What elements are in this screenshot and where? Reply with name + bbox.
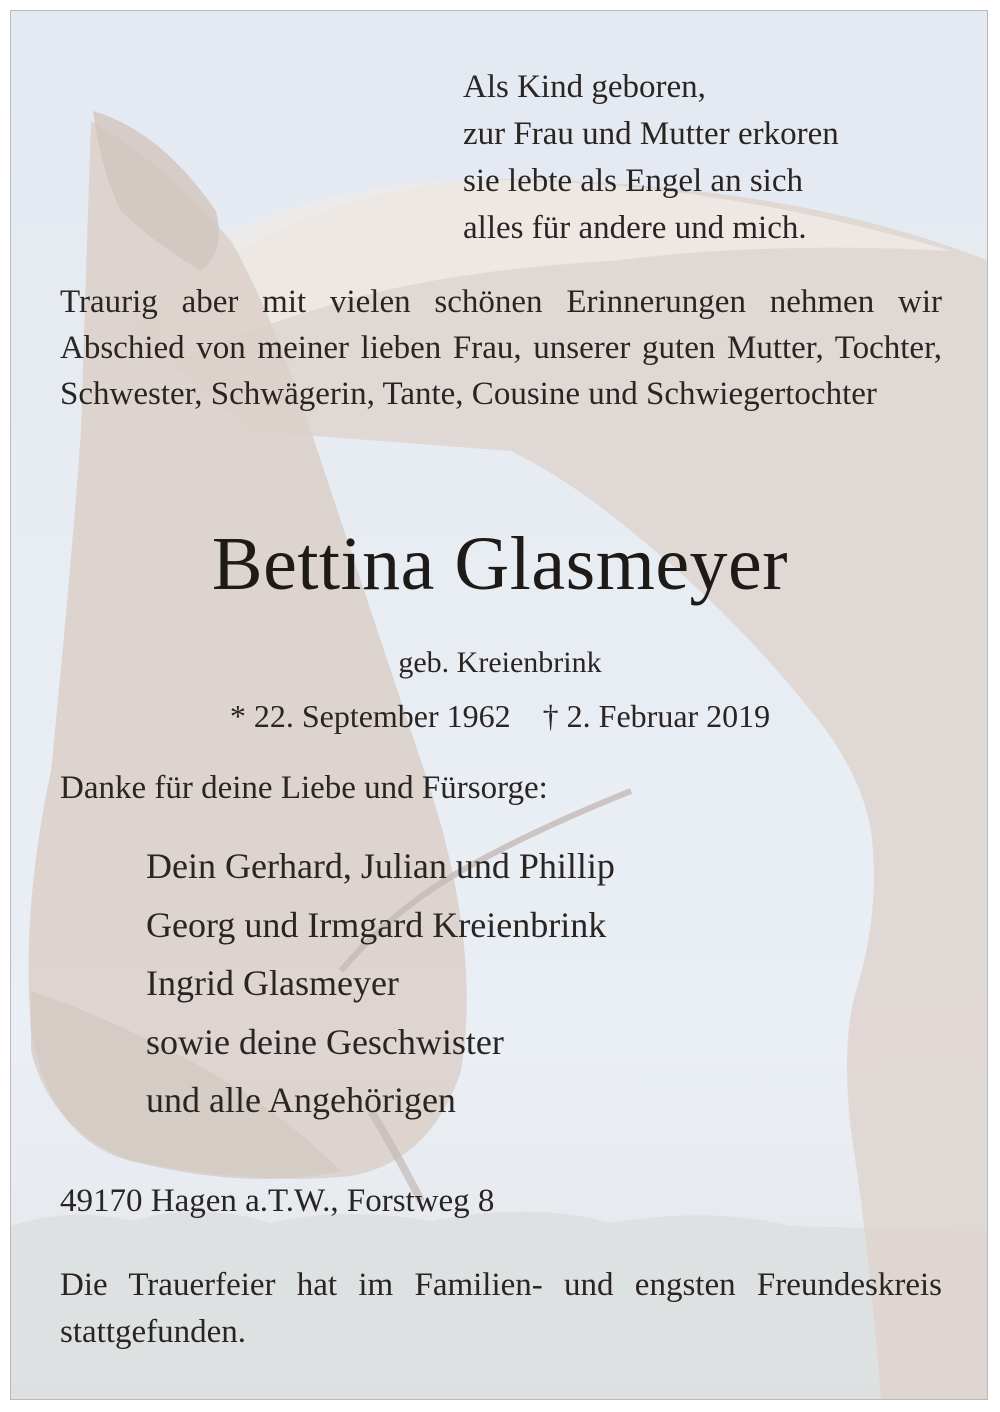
mourner-line: Ingrid Glasmeyer (146, 963, 399, 1003)
ceremony-note: Die Trauerfeier hat im Familien- und engsten Freundeskreis stattgefunden. (60, 1267, 942, 1350)
poem-line: sie lebte als Engel an sich (463, 163, 803, 199)
obituary-card (10, 10, 988, 1400)
mourner-line: Dein Gerhard, Julian und Phillip (146, 846, 615, 886)
obituary-text (11, 11, 988, 1400)
maiden-name: geb. Kreienbrink (398, 646, 602, 679)
poem-line: alles für andere und mich. (463, 210, 807, 246)
mourner-line: Georg und Irmgard Kreienbrink (146, 904, 607, 945)
life-dates: * 22. September 1962 † 2. Februar 2019 (229, 698, 771, 734)
mourners-list (146, 837, 615, 1130)
poem-line: Als Kind geboren, (463, 69, 706, 105)
memorial-poem (463, 64, 839, 252)
deceased-name: Bettina Glasmeyer (211, 522, 789, 606)
thanks-line: Danke für deine Liebe und Fürsorge: (60, 770, 548, 806)
poem-line: zur Frau und Mutter erkoren (463, 116, 839, 152)
mourner-line: und alle Angehörigen (146, 1080, 456, 1120)
mourner-line: sowie deine Geschwister (146, 1021, 504, 1062)
address: 49170 Hagen a.T.W., Forstweg 8 (60, 1183, 495, 1219)
farewell-text: Traurig aber mit vielen schönen Erinnerungen nehmen wir Abschied von meiner lieben Frau, unserer guten Mutter, Tochter, Schwester, Schwägerin, Tante, Cousine und Schwiegertochter (60, 284, 942, 412)
